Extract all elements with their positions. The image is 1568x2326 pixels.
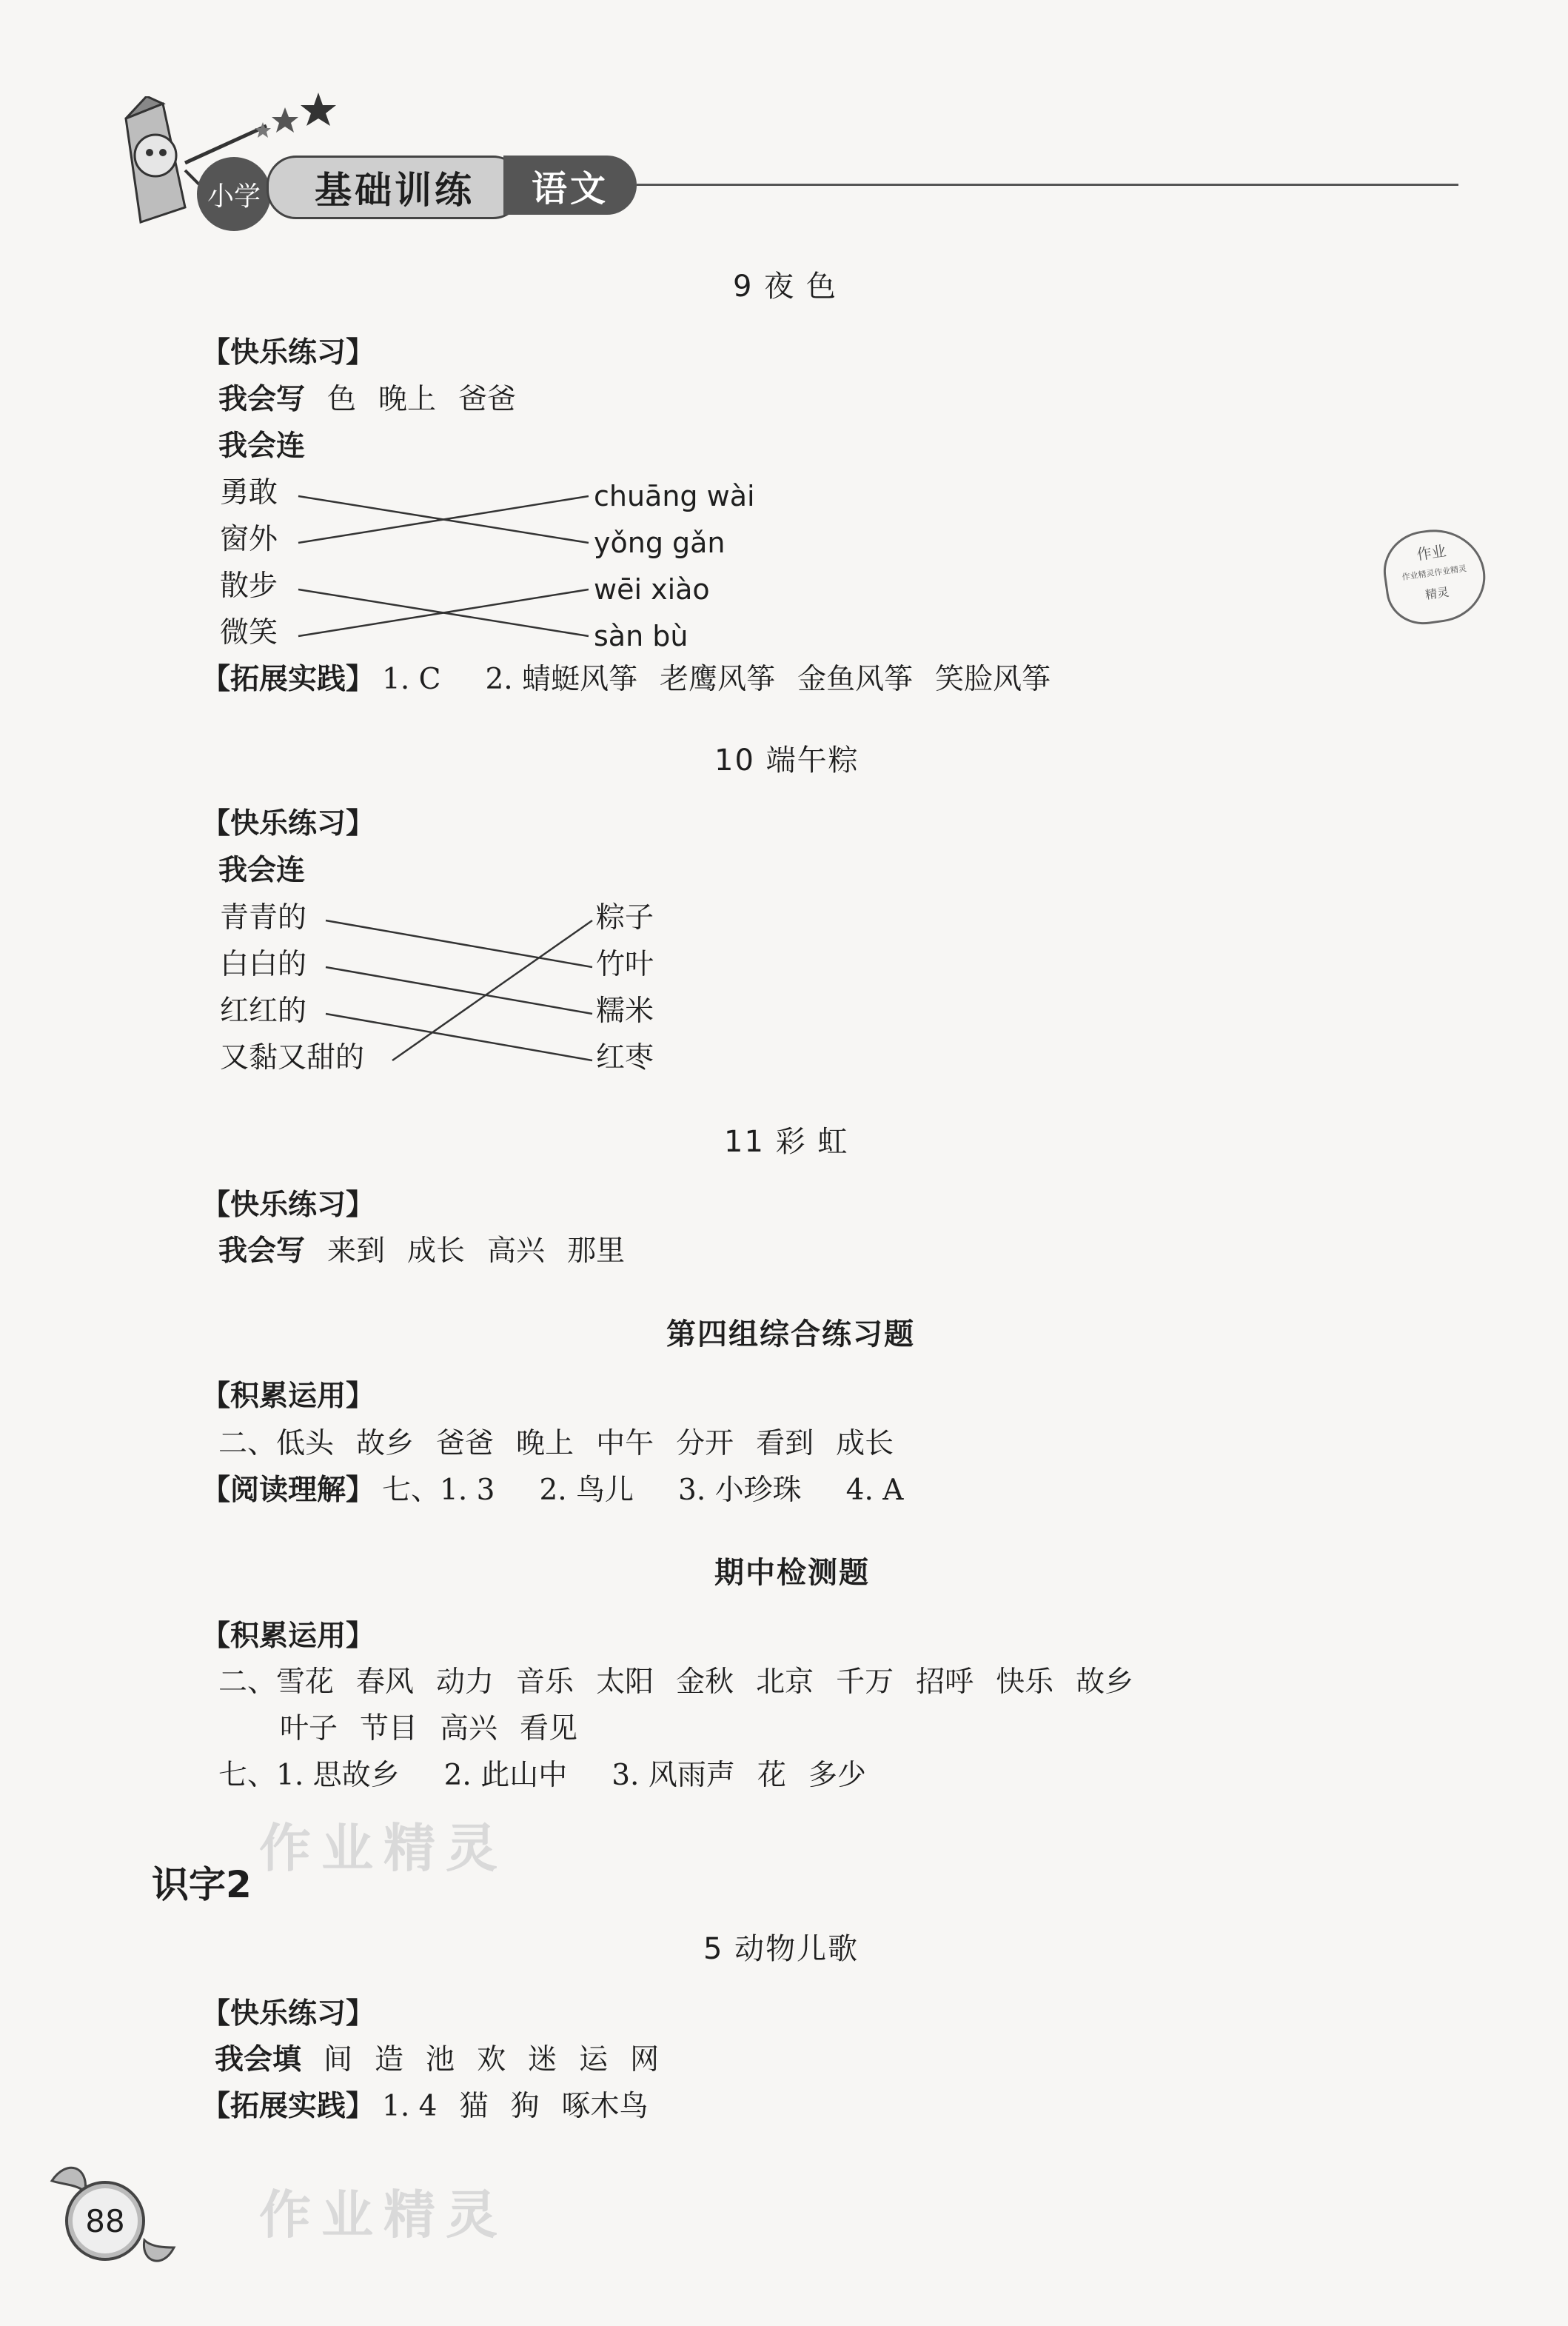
fill-line (215, 2045, 659, 2074)
midterm-line-3 (218, 1761, 866, 1790)
fill-word: 池 (426, 2043, 455, 2076)
section-title-9: 9 夜 色 (733, 270, 837, 304)
answer-item: 七、1. 思故乡 (218, 1759, 400, 1792)
accum-word: 太阳 (596, 1665, 654, 1699)
write-word: 晚上 (378, 383, 437, 416)
read-item: 4. A (845, 1474, 904, 1507)
write-word: 色 (327, 383, 357, 416)
fill-label: 我会填 (215, 2043, 302, 2076)
connect-label: 我会连 (218, 854, 306, 887)
write-line (218, 1234, 626, 1268)
fill-word: 造 (375, 2043, 404, 2076)
read-line (201, 1476, 903, 1505)
section-title-5: 5 动物儿歌 (703, 1932, 860, 1966)
write-word: 高兴 (487, 1234, 546, 1268)
accum-word: 春风 (356, 1665, 415, 1699)
header-subject: 语文 (503, 156, 637, 215)
extend-item: 猫 (459, 2090, 489, 2123)
accum-word: 北京 (756, 1665, 814, 1699)
connect-line (326, 1014, 592, 1060)
section-title-group4: 第四组综合练习题 (666, 1317, 915, 1351)
fill-word: 间 (324, 2043, 353, 2076)
header-title: 基础训练 (267, 156, 523, 219)
accum-word: 晚上 (516, 1427, 574, 1460)
write-word: 来到 (327, 1234, 386, 1268)
connect-left-item: 微笑 (220, 616, 278, 649)
accum-word: 分开 (676, 1427, 734, 1460)
extend-item: 金鱼风筝 (797, 663, 914, 696)
extend-item: 啄木鸟 (561, 2090, 649, 2123)
accum-word: 看见 (520, 1712, 578, 1745)
extend-tag: 【拓展实践】 (201, 663, 375, 696)
watermark: 作业精灵 (259, 1818, 508, 1879)
page-number: 88 (65, 2181, 145, 2261)
accum-word: 叶子 (280, 1712, 338, 1745)
fill-word: 网 (630, 2043, 660, 2076)
accum-word: 中午 (596, 1427, 654, 1460)
midterm-line-1 (218, 1665, 1134, 1699)
answer-item: 花 (757, 1759, 786, 1792)
connect-left-item: 青青的 (220, 901, 307, 935)
connect-line (392, 920, 592, 1060)
write-line (218, 385, 516, 414)
section-title-midterm: 期中检测题 (714, 1556, 870, 1590)
accum-word: 二、低头 (218, 1427, 335, 1460)
stamp-top: 作业 (1415, 541, 1448, 564)
accum-tag: 【积累运用】 (201, 1380, 375, 1413)
extend-line (201, 2092, 648, 2121)
accum-word: 爸爸 (436, 1427, 495, 1460)
write-word: 那里 (567, 1234, 626, 1268)
connect-right-item: yǒng gǎn (594, 527, 726, 559)
accum-word: 节目 (360, 1712, 418, 1745)
connect-left-item: 又黏又甜的 (220, 1041, 365, 1075)
connect-right-item: 糯米 (596, 995, 654, 1028)
write-word: 成长 (407, 1234, 466, 1268)
connect-left-item: 散步 (220, 569, 278, 603)
accum-word: 快乐 (996, 1665, 1054, 1699)
connect-line (326, 920, 592, 967)
read-item: 七、1. 3 (382, 1474, 495, 1507)
accum-word: 动力 (436, 1665, 495, 1699)
extend-item: 老鹰风筝 (660, 663, 776, 696)
connect-right-item: chuāng wài (594, 480, 755, 512)
accum-word: 看到 (756, 1427, 814, 1460)
connect-right-item: 竹叶 (596, 948, 654, 981)
connect-lines-9 (292, 481, 596, 659)
extend-item: 2. 蜻蜓风筝 (485, 663, 638, 696)
connect-right-item: 粽子 (596, 901, 654, 935)
accum-line (218, 1429, 894, 1458)
connect-right-item: wēi xiào (594, 573, 710, 606)
write-label: 我会写 (218, 1234, 306, 1268)
fill-word: 欢 (477, 2043, 506, 2076)
accum-word: 故乡 (356, 1427, 415, 1460)
header-rule (637, 184, 1458, 186)
connect-label: 我会连 (218, 430, 306, 463)
read-item: 3. 小珍珠 (678, 1474, 802, 1507)
stamp-bottom: 精灵 (1424, 584, 1450, 602)
write-word: 爸爸 (458, 383, 517, 416)
extend-tag: 【拓展实践】 (201, 2090, 375, 2123)
extend-item: 笑脸风筝 (935, 663, 1051, 696)
connect-right-item: 红枣 (596, 1041, 654, 1075)
accum-word: 音乐 (516, 1665, 574, 1699)
accum-tag: 【积累运用】 (201, 1620, 375, 1653)
connect-lines-10 (318, 907, 600, 1085)
stamp-middle: 作业精灵作业精灵 (1401, 563, 1467, 583)
fill-word: 运 (579, 2043, 609, 2076)
watermark: 作业精灵 (259, 2185, 508, 2245)
connect-right-item: sàn bù (594, 620, 688, 652)
extend-line (201, 665, 1051, 694)
extend-item: 1. C (382, 663, 441, 696)
unit-heading: 识字2 (152, 1863, 252, 1906)
answer-item: 2. 此山中 (443, 1759, 568, 1792)
section-title-11: 11 彩 虹 (724, 1125, 849, 1159)
practice-tag: 【快乐练习】 (201, 1997, 375, 2031)
homework-stamp (1378, 523, 1491, 629)
connect-left-item: 红红的 (220, 995, 307, 1028)
accum-word: 成长 (836, 1427, 894, 1460)
practice-tag: 【快乐练习】 (201, 336, 375, 370)
midterm-line-2 (280, 1714, 577, 1743)
answer-item: 3. 风雨声 (612, 1759, 735, 1792)
header-small-label: 小学 (197, 157, 271, 231)
accum-word: 千万 (836, 1665, 894, 1699)
accum-word: 高兴 (440, 1712, 498, 1745)
accum-word: 金秋 (676, 1665, 734, 1699)
answer-item: 多少 (808, 1759, 866, 1792)
read-item: 2. 鸟儿 (539, 1474, 634, 1507)
connect-left-item: 勇敢 (220, 476, 278, 509)
accum-word: 二、雪花 (218, 1665, 335, 1699)
practice-tag: 【快乐练习】 (201, 807, 375, 840)
connect-line (326, 967, 592, 1014)
connect-left-item: 白白的 (220, 948, 307, 981)
accum-word: 故乡 (1076, 1665, 1134, 1699)
fill-word: 迷 (528, 2043, 557, 2076)
connect-left-item: 窗外 (220, 523, 278, 556)
extend-item: 1. 4 (382, 2090, 438, 2123)
read-tag: 【阅读理解】 (201, 1474, 375, 1507)
write-label: 我会写 (218, 383, 306, 416)
section-title-10: 10 端午粽 (714, 743, 860, 778)
stars-icon (252, 89, 341, 141)
practice-tag: 【快乐练习】 (201, 1189, 375, 1222)
extend-item: 狗 (510, 2090, 540, 2123)
accum-word: 招呼 (916, 1665, 974, 1699)
